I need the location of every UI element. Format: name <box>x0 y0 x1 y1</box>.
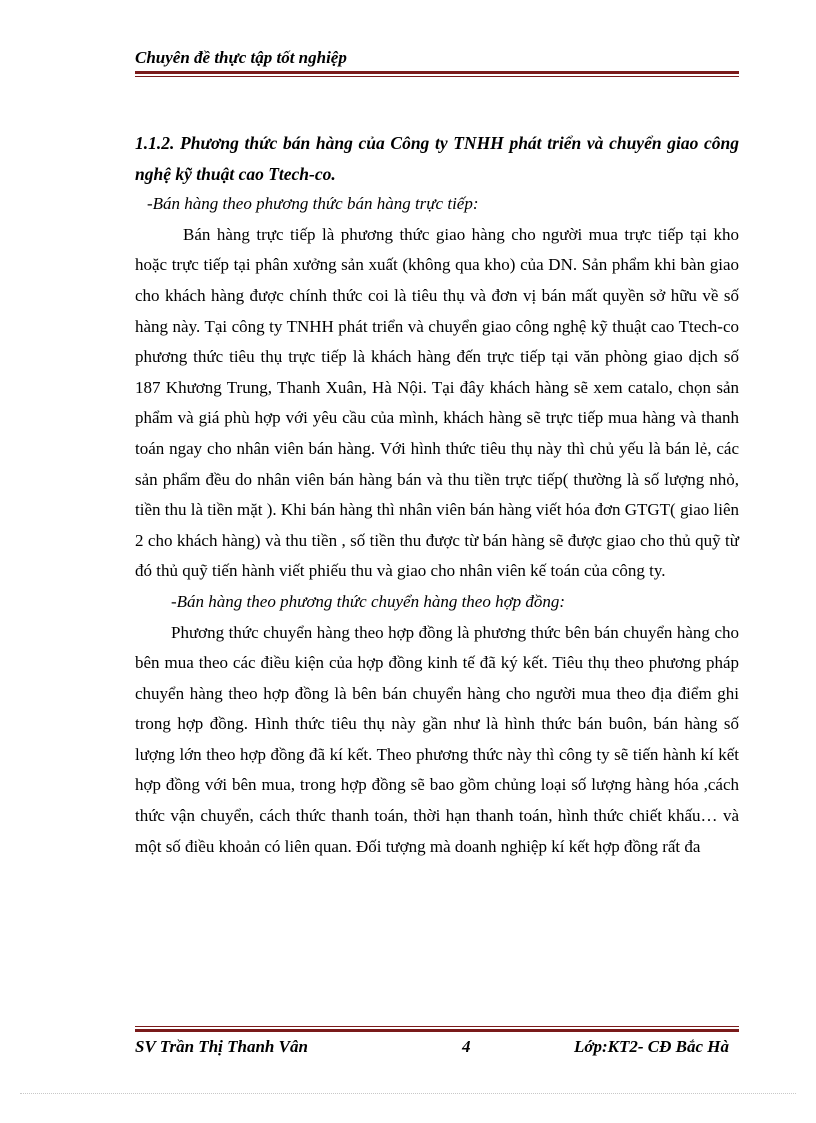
section-heading: 1.1.2. Phương thức bán hàng của Công ty TNHH phát triển và chuyển giao công nghệ kỹ thuật cao Ttech-co. <box>135 133 739 184</box>
subheading-contract-sales: -Bán hàng theo phương thức chuyển hàng theo hợp đồng: <box>171 591 566 611</box>
header-rule <box>135 71 739 77</box>
page-content <box>135 128 739 862</box>
paragraph-contract-sales: Phương thức chuyển hàng theo hợp đồng là phương thức bên bán chuyển hàng cho bên mua theo các điều kiện của hợp đồng kinh tế đã ký kết. Tiêu thụ theo phương pháp chuyển hàng theo hợp đồng là bên bán chuyển hàng cho người mua theo địa điểm ghi trong hợp đồng. Hình thức tiêu thụ này gần như là hình thức bán buôn, bán hàng số lượng lớn theo hợp đồng đã kí kết. Theo phương thức này thì công ty sẽ tiến hành kí kết hợp đồng với bên mua, trong hợp đồng sẽ bao gồm chủng loại số lượng hàng hóa ,cách thức vận chuyển, cách thức thanh toán, thời hạn thanh toán, hình thức chiết khấu… và một số điều khoản có liên quan. Đối tượng mà doanh nghiệp kí kết hợp đồng rất đa <box>135 622 739 856</box>
page-edge-divider <box>20 1093 796 1094</box>
paragraph-direct-sales: Bán hàng trực tiếp là phương thức giao hàng cho người mua trực tiếp tại kho hoặc trực tiếp tại phân xưởng sản xuất (không qua kho) của DN. Sản phẩm khi bàn giao cho khách hàng được chính thức coi là tiêu thụ và đơn vị bán mất quyền sở hữu về số hàng này. Tại công ty TNHH phát triển và chuyển giao công nghệ kỹ thuật cao Ttech-co phương thức tiêu thụ trực tiếp là khách hàng đến trực tiếp tại văn phòng giao dịch số 187 Khương Trung, Thanh Xuân, Hà Nội. Tại đây khách hàng sẽ xem catalo, chọn sản phẩm và giá phù hợp với yêu cầu của mình, khách hàng sẽ trực tiếp mua hàng và thanh toán ngay cho nhân viên bán hàng. Với hình thức tiêu thụ này thì chủ yếu là bán lẻ, các sản phẩm đều do nhân viên bán hàng bán và thu tiền trực tiếp( thường là số lượng nhỏ, tiền thu là tiền mặt ). Khi bán hàng thì nhân viên bán hàng viết hóa đơn GTGT( giao liên 2 cho khách hàng) và thu tiền , số tiền thu được từ bán hàng sẽ được giao cho thủ quỹ từ đó thủ quỹ tiến hành viết phiếu thu và giao cho nhân viên kế toán của công ty. <box>135 224 739 581</box>
footer-class: Lớp:KT2- CĐ Bắc Hà <box>573 1037 729 1056</box>
header-title: Chuyên đề thực tập tốt nghiệp <box>135 48 347 67</box>
page-number: 4 <box>462 1037 471 1056</box>
footer-student-name: SV Trần Thị Thanh Vân <box>135 1037 308 1056</box>
subheading-direct-sales: -Bán hàng theo phương thức bán hàng trực tiếp: <box>147 194 479 214</box>
footer-rule <box>135 1026 739 1032</box>
footer <box>135 1037 739 1061</box>
